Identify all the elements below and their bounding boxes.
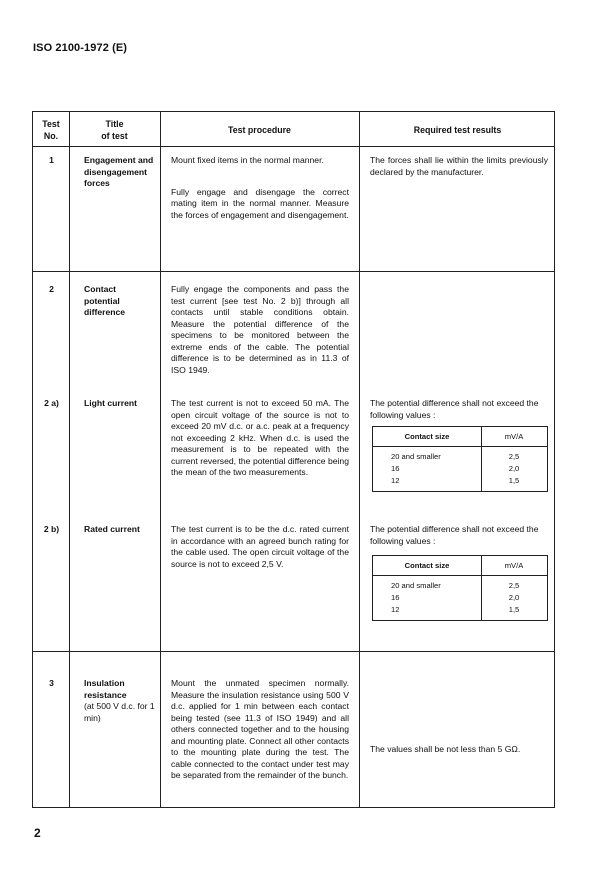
row-divider: [33, 271, 554, 272]
mv-table-value: 2,5: [508, 581, 520, 590]
mv-table-header-value: mV/A: [504, 432, 524, 441]
mv-table-size: 20 and smaller: [391, 452, 441, 461]
row1-number: 1: [49, 155, 54, 165]
row2-title: Contact potential difference: [84, 284, 126, 317]
mv-table-size: 16: [391, 464, 400, 473]
header-title: [69, 119, 160, 142]
document-id: ISO 2100-1972 (E): [33, 42, 128, 54]
column-divider: [69, 112, 70, 807]
row3-procedure: Mount the unmated specimen normally. Measure the insulation resistance using 500 V d.c. applied for 1 min between each contact being tested (see 11.3 of ISO 1949) and all others connected together and to the housing and mounting plate. Connect all other contacts to the mounting plate during the test. The cable connected to the contact under test may be separated from the remainder of the bunch.: [171, 678, 349, 780]
column-divider: [359, 112, 360, 807]
header-procedure: Test procedure: [228, 125, 291, 135]
mv-table-value: 2,0: [508, 464, 520, 473]
row1-procedure-p2: Fully engage and disengage the correct mating item in the normal manner. Measure the forces of engagement and disengagement.: [171, 186, 349, 220]
test-table: [32, 111, 555, 808]
mv-table-value: 2,5: [508, 452, 520, 461]
mv-table-size: 16: [391, 593, 400, 602]
row3-title-block: [84, 678, 156, 724]
header-title-line2: of test: [101, 130, 128, 141]
row1-results: The forces shall lie within the limits previously declared by the manufacturer.: [370, 155, 548, 177]
page-number: 2: [34, 826, 41, 840]
row3-title-note: (at 500 V d.c. for 1 min): [84, 701, 155, 723]
mv-table-size: 12: [391, 605, 400, 614]
row1-procedure-p1: Mount fixed items in the normal manner.: [171, 155, 324, 165]
row3-results: The values shall be not less than 5 GΩ.: [370, 744, 521, 754]
row3-title: Insulation resistance: [84, 678, 127, 700]
row2b-number: 2 b): [43, 524, 60, 534]
header-results: Required test results: [413, 125, 502, 135]
row2b-results: The potential difference shall not exceed the following values :: [370, 524, 539, 546]
header-test-no: [33, 119, 69, 142]
mv-table-value: 1,5: [508, 476, 520, 485]
row1-procedure: [171, 155, 349, 221]
mv-table-header-size: Contact size: [404, 432, 450, 441]
row3-number: 3: [49, 678, 54, 688]
row2b-title: Rated current: [84, 524, 140, 534]
header-divider: [33, 146, 554, 147]
row2a-number: 2 a): [44, 398, 59, 408]
mv-table-header-size: Contact size: [404, 561, 450, 570]
row2-procedure: Fully engage the components and pass the test current [see test No. 2 b)] through all contacts until stable conditions obtain. Measure the potential difference of the specimens to be monitored between the extreme ends of the cable. The potential difference is to be determined as in 11.3 of ISO 1949.: [171, 284, 349, 375]
header-test-no-line1: Test: [42, 119, 60, 129]
column-divider: [160, 112, 161, 807]
row2a-procedure: The test current is not to exceed 50 mA. The open circuit voltage of the source is not to exceed 20 mV d.c. or a.c. peak at a frequency not exceeding 2 kHz. When d.c. is used the measurement is to be repeated with the current reversed, the potential difference being the mean of the two measurements.: [171, 398, 349, 477]
row2a-title: Light current: [84, 398, 137, 408]
row2a-results: The potential difference shall not exceed the following values :: [370, 398, 539, 420]
row1-title: Engagement and disengagement forces: [84, 155, 154, 188]
mv-table-size: 20 and smaller: [391, 581, 441, 590]
mv-table-header-value: mV/A: [504, 561, 524, 570]
row2-number: 2: [49, 284, 54, 294]
mv-table-value: 2,0: [508, 593, 520, 602]
header-test-no-line2: No.: [43, 130, 59, 141]
row2a-mv-table: [372, 426, 548, 492]
row2b-procedure: The test current is to be the d.c. rated current in accordance with an agreed bunch rating for the cable used. The open circuit voltage of the source is not to exceed 2,5 V.: [171, 524, 349, 569]
header-title-line1: Title: [105, 119, 124, 129]
row2b-mv-table: [372, 555, 548, 621]
row-divider: [33, 651, 554, 652]
mv-table-size: 12: [391, 476, 400, 485]
mv-table-value: 1,5: [508, 605, 520, 614]
